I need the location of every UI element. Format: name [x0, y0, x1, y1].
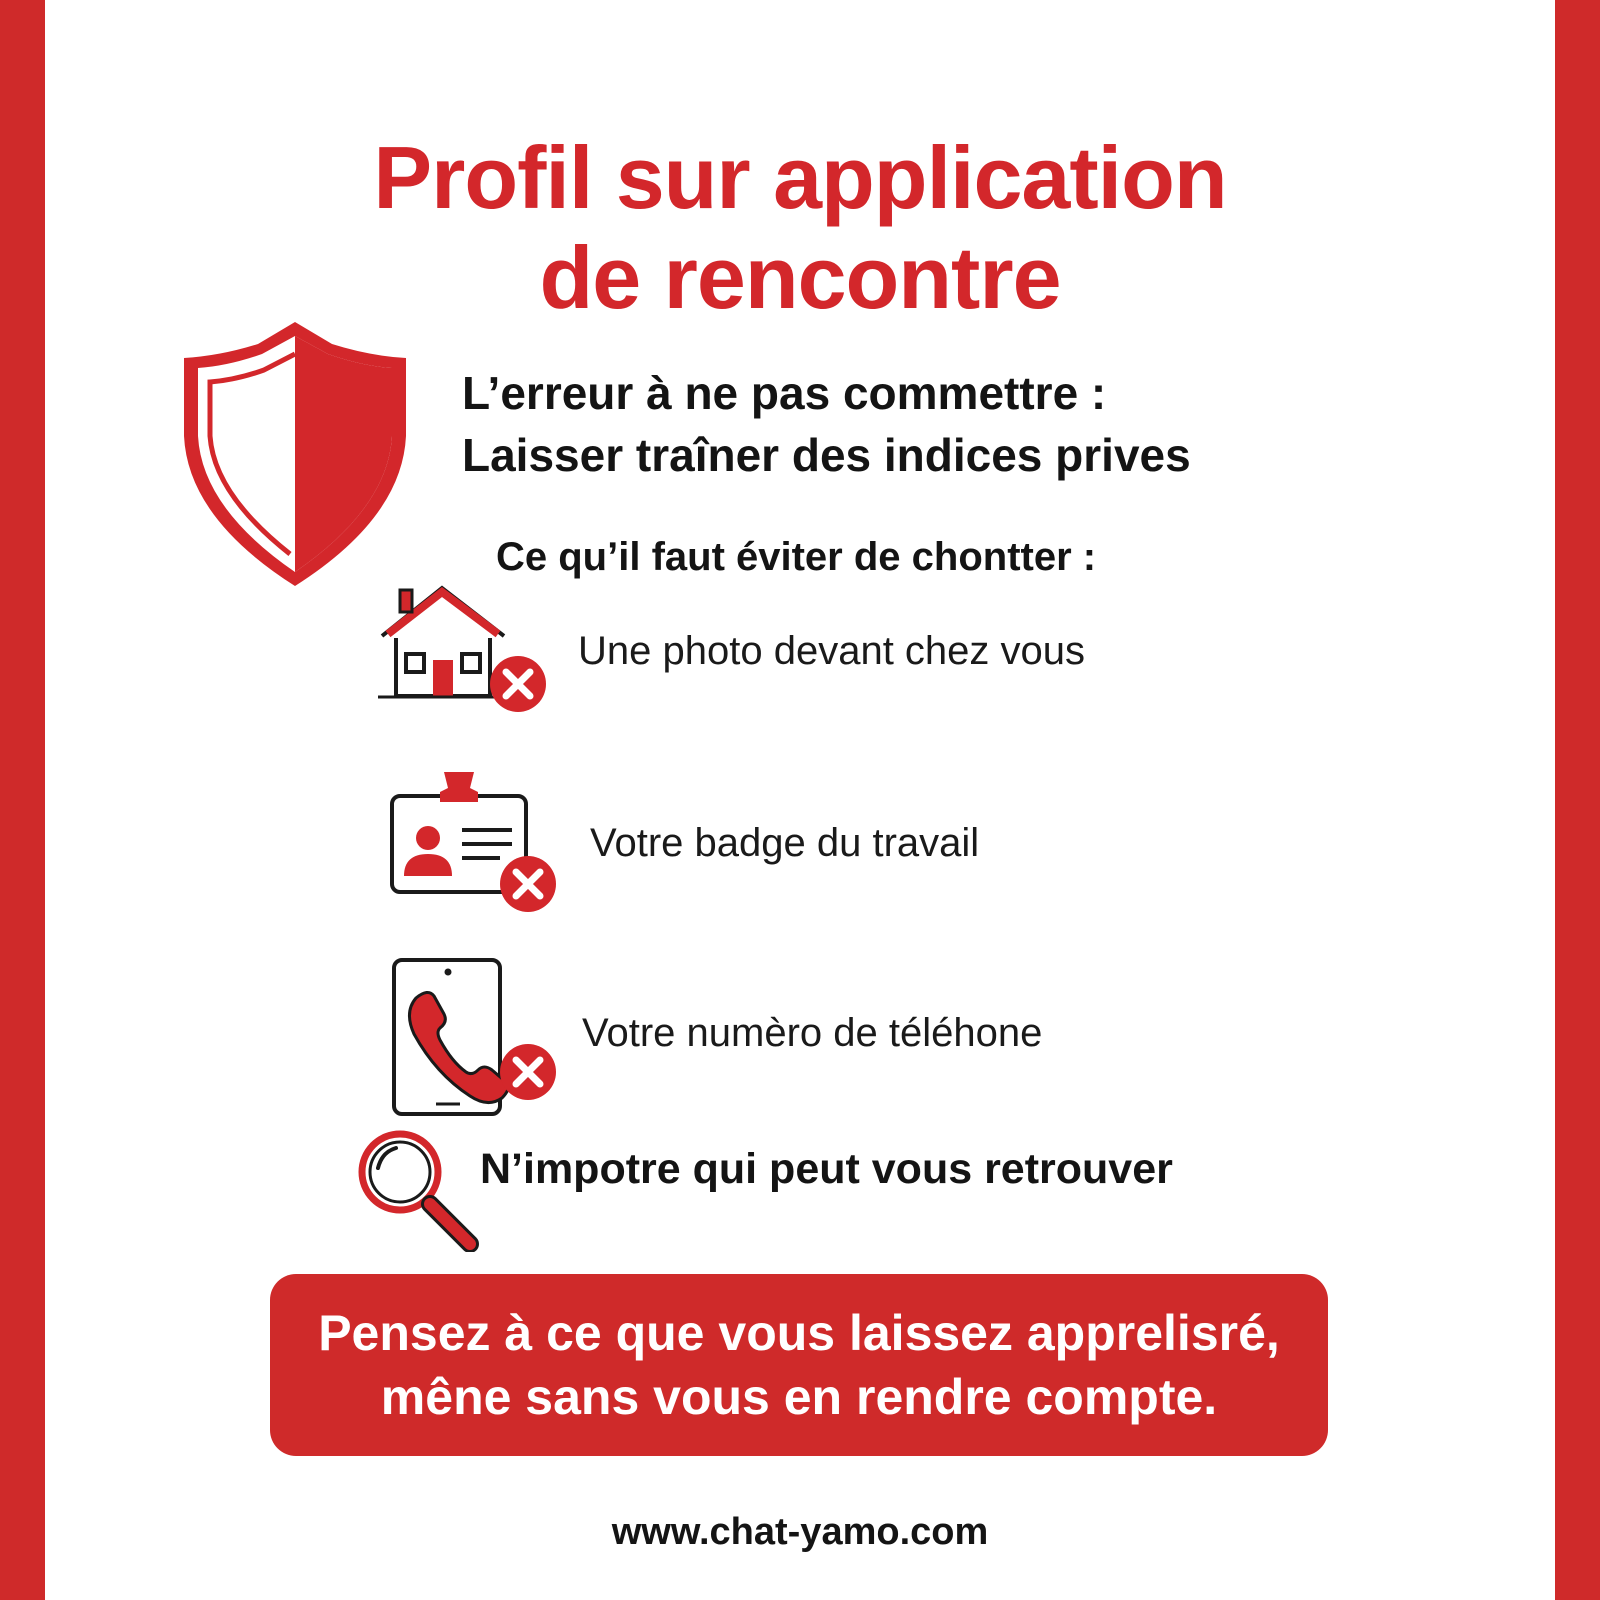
- mistake-text: [462, 362, 1262, 486]
- left-border: [0, 0, 45, 1600]
- magnifier-icon: [356, 1128, 482, 1252]
- house-icon: [378, 582, 550, 714]
- title-line-2: de rencontre: [539, 228, 1061, 327]
- mistake-line-2: Laisser traîner des indices prives: [462, 429, 1191, 481]
- title-line-1: Profil sur application: [373, 128, 1227, 227]
- avoid-heading: Ce qu’il faut éviter de chontter :: [496, 535, 1097, 579]
- mistake-line-1: L’erreur à ne pas commettre :: [462, 367, 1107, 419]
- item-text-phone: Votre numèro de téléhone: [582, 1011, 1043, 1055]
- banner-line-2: mêne sans vous en rendre compte.: [380, 1369, 1218, 1425]
- website-link[interactable]: www.chat-yamo.com: [611, 1511, 989, 1553]
- phone-icon: [392, 958, 562, 1118]
- item-text-house: Une photo devant chez vous: [578, 629, 1086, 673]
- right-border: [1555, 0, 1600, 1600]
- item-text-badge: Votre badge du travail: [590, 821, 980, 865]
- badge-icon: [390, 768, 562, 918]
- page-title: [200, 128, 1400, 328]
- warning-text: N’impotre qui peut vous retrouver: [480, 1145, 1173, 1193]
- banner-line-1: Pensez à ce que vous laissez apprelisré,: [318, 1305, 1280, 1361]
- advice-banner: [270, 1274, 1328, 1456]
- shield-icon: [180, 318, 410, 590]
